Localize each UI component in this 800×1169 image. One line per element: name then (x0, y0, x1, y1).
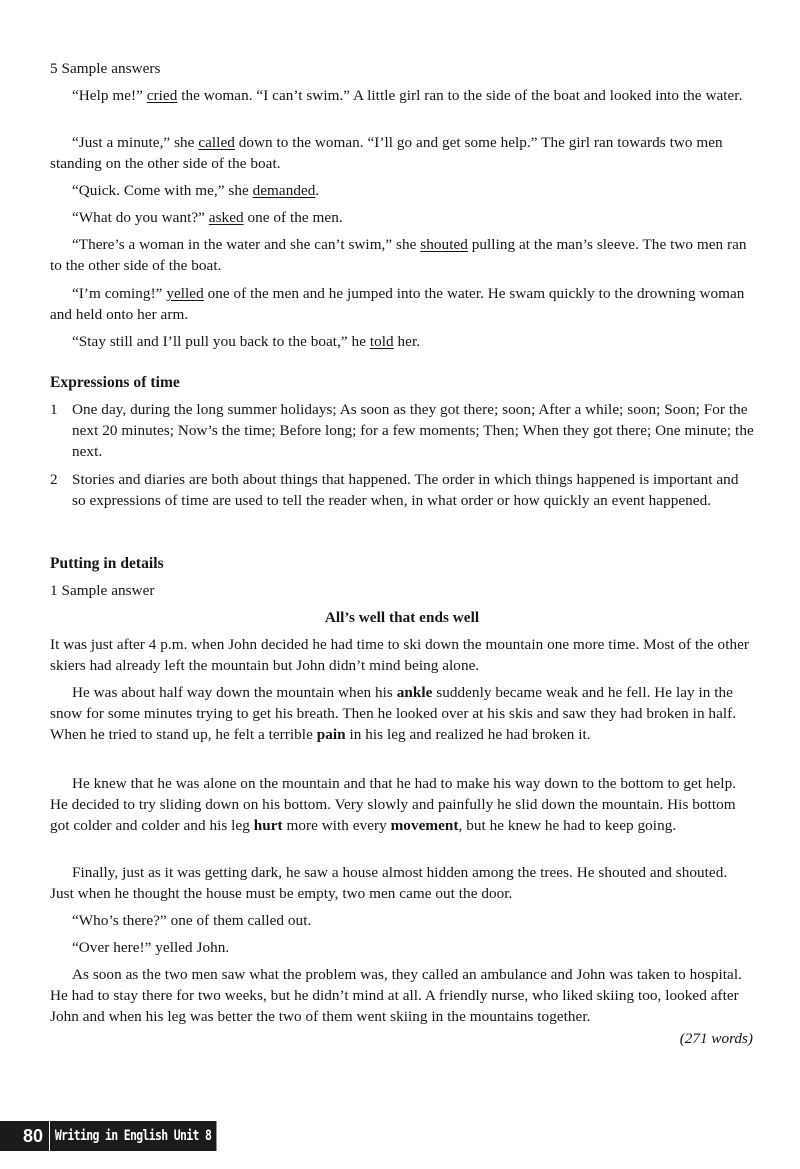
verb-demanded: demanded (252, 182, 316, 199)
list-item-text: One day, during the long summer holidays; As soon as they got there; soon; After a while; soon; Soon; For the next 20 minutes; Now’s the time; Before long; for a few moments; Then; When they got there; One minute; the next. (72, 401, 754, 460)
story-paragraph-3: He knew that he was alone on the mountain and that he had to make his way down to the bottom to get help. He decided to try sliding down on his bottom. Very slowly and painfully he slid down the mountain. His bottom got colder and colder and his leg hurt more with every movement, but he knew he had to keep going. (50, 775, 737, 834)
story-paragraph-1: It was just after 4 p.m. when John decided he had time to ski down the mountain one more time. Most of the other skiers had already left the mountain but John didn’t mind being alone. (50, 636, 750, 674)
list-item-text: Stories and diaries are both about things that happened. The order in which things happened is important and so expressions of time are used to tell the reader when, in what order or how quickly an event happened. (72, 471, 739, 509)
story-paragraph-6: “Over here!” yelled John. (72, 939, 230, 956)
verb-called: called (198, 134, 235, 151)
sample-paragraph-7: “Stay still and I’ll pull you back to the boat,” he told her. (72, 333, 421, 350)
sample-answer-label: 1 Sample answer (50, 582, 155, 599)
story-paragraph-4: Finally, just as it was getting dark, he saw a house almost hidden among the trees. He shouted and shouted. Just when he thought the house must be empty, two men came out the door. (50, 864, 728, 902)
expressions-heading: Expressions of time (50, 374, 180, 391)
list-item-number: 2 (50, 471, 58, 488)
list-item-number: 1 (50, 401, 58, 418)
story-paragraph-2: He was about half way down the mountain when his ankle suddenly became weak and he fell. He lay in the snow for some minutes trying to get his breath. Then he looked over at his skis and saw they had broken in half. When he tried to stand up, he felt a terrible pain in his leg and realized he had broken it. (50, 684, 737, 743)
verb-told: told (369, 333, 394, 350)
sample-answers-heading: 5 Sample answers (50, 60, 161, 77)
keyword-pain: pain (316, 726, 346, 743)
sample-paragraph-2: “Just a minute,” she called down to the woman. “I’ll go and get some help.” The girl ran towards two men standing on the other side of the boat. (50, 134, 723, 172)
sample-paragraph-6: “I’m coming!” yelled one of the men and he jumped into the water. He swam quickly to the drowning woman and held onto her arm. (50, 285, 745, 323)
sample-paragraph-5: “There’s a woman in the water and she can’t swim,” she shouted pulling at the man’s sleeve. The two men ran to the other side of the boat. (50, 236, 747, 274)
story-paragraph-7: As soon as the two men saw what the problem was, they called an ambulance and John was taken to hospital. He had to stay there for two weeks, but he didn’t mind at all. A friendly nurse, who liked skiing too, looked after John and when his leg was better the two of them went skiing in the mountains together. (50, 966, 742, 1025)
verb-asked: asked (208, 209, 244, 226)
keyword-movement: movement (390, 817, 459, 834)
verb-shouted: shouted (420, 236, 468, 253)
word-count: (271 words) (679, 1030, 753, 1047)
details-heading: Putting in details (50, 555, 164, 572)
story-title: All’s well that ends well (324, 609, 480, 626)
sample-paragraph-4: “What do you want?” asked one of the men. (72, 209, 343, 226)
keyword-hurt: hurt (253, 817, 283, 834)
story-paragraph-5: “Who’s there?” one of them called out. (72, 912, 312, 929)
book-title: Writing in English Unit 8 (50, 1121, 216, 1151)
sample-paragraph-1: “Help me!” cried the woman. “I can’t swim.” A little girl ran to the side of the boat and looked into the water. (72, 87, 743, 104)
sample-paragraph-3: “Quick. Come with me,” she demanded. (72, 182, 320, 199)
verb-yelled: yelled (166, 285, 204, 302)
keyword-ankle: ankle (396, 684, 433, 701)
verb-cried: cried (146, 87, 178, 104)
page-number: 80 (0, 1121, 49, 1151)
